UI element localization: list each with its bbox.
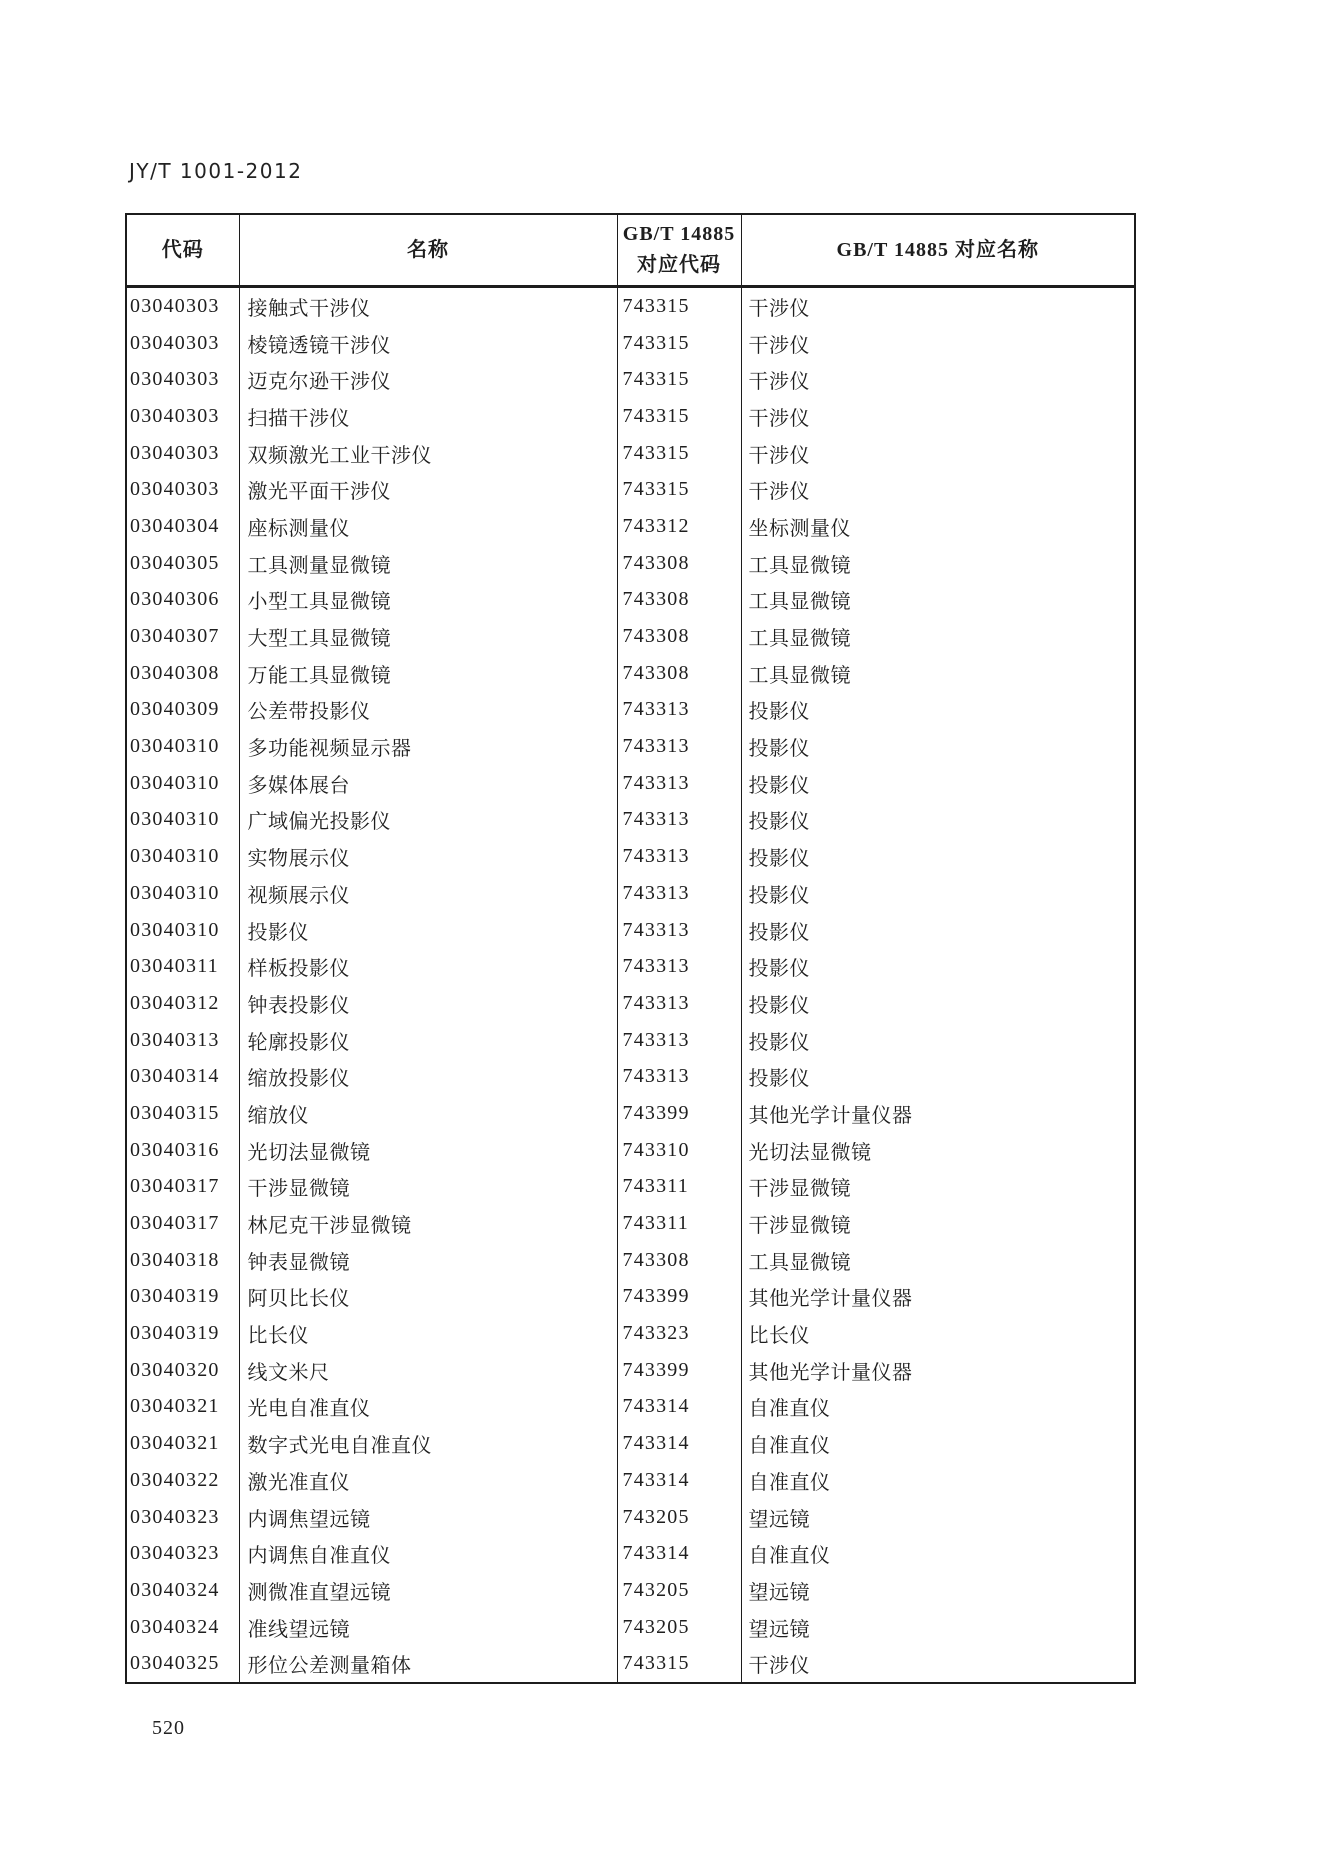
cell-gb-code: 743308 [617,655,741,692]
cell-gb-name: 其他光学计量仪器 [741,1352,1135,1389]
cell-gb-code: 743315 [617,287,741,325]
table-row [126,875,1135,912]
cell-name: 激光准直仪 [239,1462,617,1499]
cell-code: 03040313 [130,1028,220,1051]
cell-code: 03040309 [130,698,220,721]
cell-gb-name: 望远镜 [741,1609,1135,1646]
table-row [126,508,1135,545]
cell-name: 扫描干涉仪 [239,398,617,435]
cell-code: 03040306 [130,588,220,611]
cell-code: 03040310 [130,735,220,758]
cell-name: 视频展示仪 [239,875,617,912]
cell-name: 阿贝比长仪 [239,1279,617,1316]
cell-gb-name: 自准直仪 [741,1462,1135,1499]
table-row [126,1058,1135,1095]
table-row [126,1095,1135,1132]
cell-code: 03040316 [130,1138,220,1161]
cell-gb-code: 743313 [617,1022,741,1059]
table-row [126,802,1135,839]
cell-name: 内调焦望远镜 [239,1499,617,1536]
cell-code: 03040323 [130,1542,220,1565]
cell-code: 03040319 [130,1322,220,1345]
cell-name: 数字式光电自准直仪 [239,1425,617,1462]
cell-gb-code: 743205 [617,1609,741,1646]
table-row [126,435,1135,472]
cell-gb-code: 743313 [617,692,741,729]
cell-gb-name: 投影仪 [741,875,1135,912]
cell-code: 03040310 [130,845,220,868]
cell-gb-code: 743313 [617,985,741,1022]
cell-gb-name: 干涉仪 [741,325,1135,362]
table-row [126,765,1135,802]
cell-code: 03040311 [130,955,219,978]
cell-gb-name: 投影仪 [741,948,1135,985]
cell-name: 内调焦自准直仪 [239,1535,617,1572]
cell-gb-code: 743313 [617,1058,741,1095]
table-row [126,1279,1135,1316]
cell-code: 03040304 [130,514,220,537]
cell-code: 03040318 [130,1248,220,1271]
cell-name: 钟表显微镜 [239,1242,617,1279]
cell-gb-name: 干涉仪 [741,361,1135,398]
cell-gb-name: 坐标测量仪 [741,508,1135,545]
table-row [126,912,1135,949]
cell-gb-name: 自准直仪 [741,1389,1135,1426]
cell-gb-name: 干涉显微镜 [741,1169,1135,1206]
cell-gb-name: 投影仪 [741,728,1135,765]
table-row [126,1352,1135,1389]
cell-code: 03040315 [130,1101,220,1124]
cell-gb-name: 自准直仪 [741,1535,1135,1572]
table-header [126,214,1135,287]
cell-gb-name: 干涉仪 [741,398,1135,435]
cell-gb-code: 743308 [617,1242,741,1279]
cell-name: 光切法显微镜 [239,1132,617,1169]
table-row [126,1169,1135,1206]
cell-gb-name: 工具显微镜 [741,655,1135,692]
cell-gb-name: 干涉显微镜 [741,1205,1135,1242]
cell-code: 03040303 [130,404,220,427]
cell-gb-code: 743315 [617,435,741,472]
cell-name: 投影仪 [239,912,617,949]
cell-gb-code: 743315 [617,398,741,435]
cell-gb-code: 743312 [617,508,741,545]
cell-name: 多功能视频显示器 [239,728,617,765]
cell-name: 测微准直望远镜 [239,1572,617,1609]
table-row [126,838,1135,875]
header-gb-code-line1: GB/T 14885 [622,223,736,245]
cell-gb-name: 投影仪 [741,692,1135,729]
cell-gb-code: 743314 [617,1535,741,1572]
header-name: 名称 [239,214,617,287]
cell-gb-name: 投影仪 [741,985,1135,1022]
cell-code: 03040307 [130,625,220,648]
header-gb-code [617,214,741,287]
cell-code: 03040310 [130,808,220,831]
cell-gb-code: 743315 [617,1645,741,1683]
cell-gb-name: 其他光学计量仪器 [741,1279,1135,1316]
table-row [126,361,1135,398]
cell-name: 光电自准直仪 [239,1389,617,1426]
cell-name: 工具测量显微镜 [239,545,617,582]
table-row [126,1205,1135,1242]
table-row [126,618,1135,655]
cell-gb-code: 743314 [617,1425,741,1462]
cell-gb-code: 743315 [617,325,741,362]
cell-gb-code: 743310 [617,1132,741,1169]
cell-gb-code: 743314 [617,1389,741,1426]
cell-name: 多媒体展台 [239,765,617,802]
table-row [126,1645,1135,1683]
cell-gb-name: 干涉仪 [741,471,1135,508]
cell-gb-code: 743315 [617,471,741,508]
cell-name: 接触式干涉仪 [239,287,617,325]
cell-gb-name: 比长仪 [741,1315,1135,1352]
cell-code: 03040321 [130,1432,220,1455]
table-body [126,287,1135,1684]
table-row [126,692,1135,729]
cell-name: 准线望远镜 [239,1609,617,1646]
cell-code: 03040324 [130,1578,220,1601]
table-row [126,398,1135,435]
cell-gb-name: 工具显微镜 [741,618,1135,655]
cell-gb-code: 743313 [617,802,741,839]
table-row [126,1132,1135,1169]
cell-gb-name: 投影仪 [741,1022,1135,1059]
cell-gb-name: 望远镜 [741,1572,1135,1609]
cell-name: 激光平面干涉仪 [239,471,617,508]
cell-name: 广域偏光投影仪 [239,802,617,839]
cell-gb-code: 743308 [617,545,741,582]
cell-gb-code: 743314 [617,1462,741,1499]
cell-name: 轮廓投影仪 [239,1022,617,1059]
doc-number: JY/T 1001-2012 [129,159,303,183]
table-row [126,545,1135,582]
cell-code: 03040303 [130,441,220,464]
cell-code: 03040320 [130,1358,220,1381]
cell-gb-code: 743313 [617,765,741,802]
cell-gb-code: 743308 [617,618,741,655]
cell-gb-code: 743311 [617,1205,741,1242]
cell-code: 03040324 [130,1615,220,1638]
cell-gb-name: 光切法显微镜 [741,1132,1135,1169]
cell-name: 小型工具显微镜 [239,582,617,619]
cell-code: 03040308 [130,661,220,684]
cell-gb-code: 743313 [617,948,741,985]
cell-name: 双频激光工业干涉仪 [239,435,617,472]
cell-gb-name: 投影仪 [741,765,1135,802]
cell-name: 大型工具显微镜 [239,618,617,655]
table-row [126,1462,1135,1499]
cell-name: 比长仪 [239,1315,617,1352]
cell-gb-code: 743205 [617,1499,741,1536]
cell-name: 形位公差测量箱体 [239,1645,617,1683]
cell-name: 实物展示仪 [239,838,617,875]
cell-gb-code: 743313 [617,728,741,765]
cell-gb-code: 743399 [617,1095,741,1132]
cell-gb-code: 743313 [617,875,741,912]
cell-name: 样板投影仪 [239,948,617,985]
cell-gb-name: 投影仪 [741,912,1135,949]
cell-name: 林尼克干涉显微镜 [239,1205,617,1242]
cell-name: 缩放投影仪 [239,1058,617,1095]
cell-code: 03040305 [130,551,220,574]
cell-code: 03040303 [130,331,220,354]
table-row [126,1535,1135,1572]
cell-name: 公差带投影仪 [239,692,617,729]
cell-code: 03040312 [130,991,220,1014]
cell-code: 03040314 [130,1065,220,1088]
cell-gb-code: 743308 [617,582,741,619]
cell-code: 03040310 [130,771,220,794]
header-row [126,214,1135,287]
cell-gb-code: 743313 [617,838,741,875]
table-row [126,1572,1135,1609]
cell-code: 03040303 [130,368,220,391]
header-code: 代码 [126,214,239,287]
cell-code: 03040325 [130,1652,220,1675]
cell-code: 03040317 [130,1175,220,1198]
cell-code: 03040303 [130,478,220,501]
cell-gb-code: 743399 [617,1279,741,1316]
cell-code: 03040323 [130,1505,220,1528]
cell-code: 03040322 [130,1468,220,1491]
cell-gb-name: 其他光学计量仪器 [741,1095,1135,1132]
table-row [126,1022,1135,1059]
cell-code: 03040310 [130,918,220,941]
cell-gb-name: 工具显微镜 [741,545,1135,582]
cell-gb-code: 743313 [617,912,741,949]
cell-gb-code: 743323 [617,1315,741,1352]
table-row [126,471,1135,508]
cell-code: 03040310 [130,881,220,904]
cell-gb-code: 743205 [617,1572,741,1609]
cell-code: 03040319 [130,1285,220,1308]
table-row [126,985,1135,1022]
table-row [126,728,1135,765]
cell-code: 03040321 [130,1395,220,1418]
cell-gb-name: 望远镜 [741,1499,1135,1536]
cell-name: 万能工具显微镜 [239,655,617,692]
table-row [126,1242,1135,1279]
table-row [126,287,1135,325]
cell-gb-code: 743311 [617,1169,741,1206]
page-number: 520 [152,1717,185,1739]
code-mapping-table [125,213,1136,1684]
cell-gb-name: 工具显微镜 [741,582,1135,619]
cell-gb-name: 工具显微镜 [741,1242,1135,1279]
cell-gb-name: 投影仪 [741,1058,1135,1095]
table-row [126,582,1135,619]
cell-name: 座标测量仪 [239,508,617,545]
table-row [126,1499,1135,1536]
cell-name: 钟表投影仪 [239,985,617,1022]
cell-code: 03040303 [130,294,220,317]
cell-name: 线文米尺 [239,1352,617,1389]
header-gb-code-line2: 对应代码 [637,254,721,276]
table-row [126,1609,1135,1646]
table-row [126,1389,1135,1426]
cell-gb-name: 干涉仪 [741,287,1135,325]
cell-gb-name: 投影仪 [741,838,1135,875]
table-row [126,1425,1135,1462]
cell-name: 缩放仪 [239,1095,617,1132]
cell-gb-code: 743399 [617,1352,741,1389]
header-gb-name: GB/T 14885 对应名称 [741,214,1135,287]
table-row [126,948,1135,985]
table-row [126,1315,1135,1352]
cell-gb-name: 投影仪 [741,802,1135,839]
cell-name: 棱镜透镜干涉仪 [239,325,617,362]
cell-gb-code: 743315 [617,361,741,398]
cell-name: 迈克尔逊干涉仪 [239,361,617,398]
table-row [126,655,1135,692]
cell-gb-name: 自准直仪 [741,1425,1135,1462]
cell-gb-name: 干涉仪 [741,435,1135,472]
cell-code: 03040317 [130,1212,220,1235]
table-row [126,325,1135,362]
cell-gb-name: 干涉仪 [741,1645,1135,1683]
cell-name: 干涉显微镜 [239,1169,617,1206]
